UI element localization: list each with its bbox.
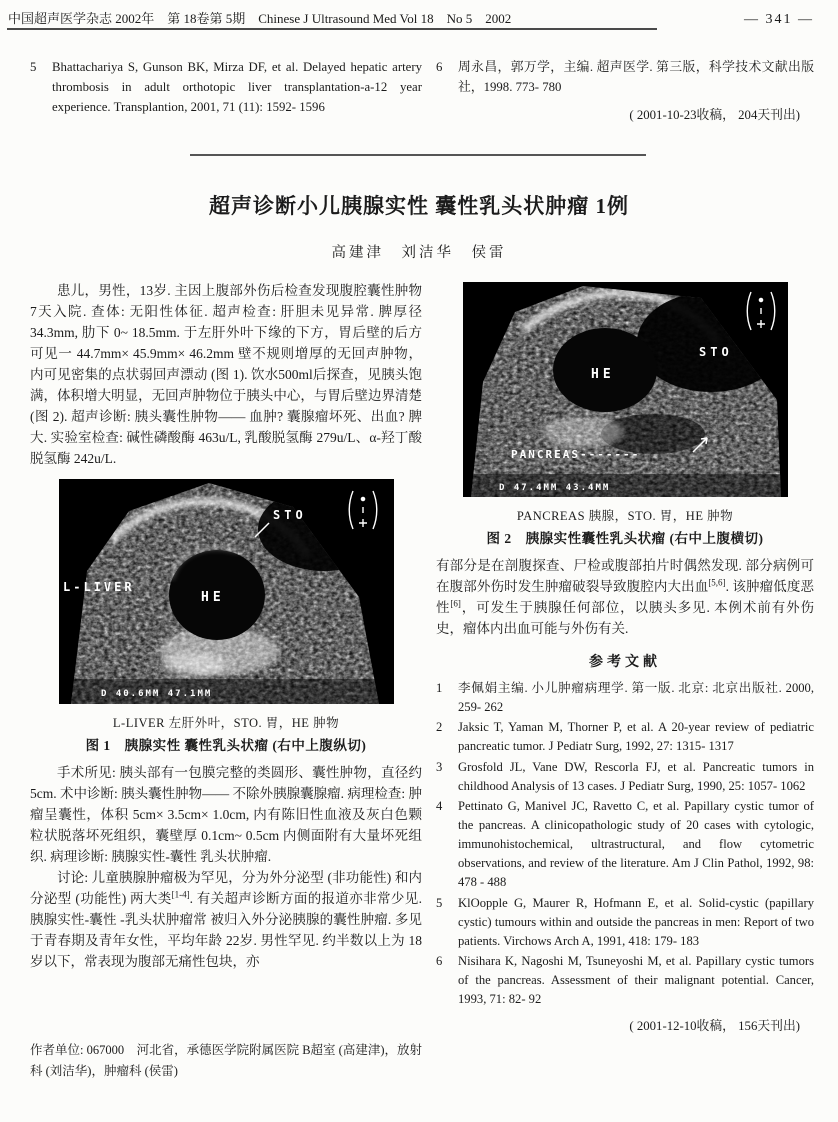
journal-header	[8, 8, 814, 28]
sto-label: STO	[272, 508, 307, 522]
reference-item	[436, 679, 814, 717]
reference-text: Nisihara K, Nagoshi M, Tsuneyoshi M, et al. Papillary cystic tumors of the pancreas. Assessment of their malignant potential. Cancer, 1993, 71: 82- 92	[458, 953, 814, 1007]
surgery-paragraph: 手术所见: 胰头部有一包膜完整的类圆形、囊性肿物，直径约 5cm. 术中诊断: 胰头囊性肿物—— 不除外胰腺囊腺瘤. 病理检查: 肿瘤呈囊性，体积 5cm× 3.5cm× 1.0cm, 内有陈旧性血液及灰白色颗粒状脱落坏死组织，囊壁厚 0.1cm~ 0.5cm 内侧面附有大量坏死组织. 病理诊断: 胰腺实性-囊性 乳头状肿瘤.	[30, 765, 422, 864]
discussion-text-a: 讨论: 儿童胰腺肿瘤极为罕见，分为外分泌型 (非功能性) 和内分泌型 (功能性) 两大类	[30, 870, 422, 906]
reference-item	[30, 58, 422, 117]
reference-number: 3	[436, 759, 443, 774]
reference-item	[436, 894, 814, 951]
reference-text: 李佩娟主编. 小儿肿瘤病理学. 第一版. 北京: 北京出版社. 2000, 259- 262	[458, 681, 814, 715]
page-number: — 341 —	[744, 12, 814, 27]
reference-item	[436, 797, 814, 893]
reference-item	[436, 58, 814, 98]
he-label: HE	[590, 367, 615, 382]
references-heading: 参考文献	[589, 655, 661, 670]
author-affiliation: 作者单位: 067000 河北省，承德医学院附属医院 B超室 (高建津)，放射科 (刘洁华)，肿瘤科 (侯雷)	[30, 1043, 423, 1078]
pancreas-label: PANCREAS-------	[510, 448, 640, 461]
article-divider	[190, 154, 646, 156]
reference-text: 周永昌，郭万学，主编. 超声医学. 第三版，科学技术文献出版社，1998. 773- 780	[458, 60, 814, 94]
discussion-paragraph	[30, 867, 422, 972]
reference-number: 2	[436, 720, 443, 735]
received-note: ( 2001-10-23收稿， 204天刊出)	[629, 107, 800, 122]
previous-article-reference-6	[436, 58, 814, 123]
previous-article-reference-5	[30, 58, 422, 117]
continuation-text-a: 有部分是在剖腹探查、尸检或腹部拍片时偶然发现. 部分病例可在腹部外伤时发生肿瘤破裂导致腹腔内大出血	[436, 558, 814, 594]
article-title: 超声诊断小儿胰腺实性 囊性乳头状肿瘤 1例	[209, 194, 629, 218]
discussion-text-b: . 有关超声诊断方面的报道亦非常少见. 胰腺实性-囊性 -乳头状肿瘤常 被归入外分泌胰腺的囊性肿瘤. 多见于青春期及青年女性，平均年龄 22岁. 男性罕见. 约半数以上为 18岁以下，常表现为腹部无痛性包块，亦	[30, 891, 422, 969]
header-rule	[7, 28, 657, 30]
continuation-text-b: . 该肿瘤低度恶性	[436, 579, 815, 615]
ultrasound-image-2	[463, 282, 788, 497]
reference-item	[436, 718, 814, 756]
case-paragraph: 患儿，男性，13岁. 主因上腹部外伤后检查发现腹腔囊性肿物 7天入院. 查体: 无阳性体征. 超声检查: 肝胆未见异常. 脾厚径 34.3mm, 肋下 0~ 18.5mm. 于左肝外叶下缘的下方，胃后壁的后方可见一 44.7mm× 45.9mm× 46.2mm 壁不规则增厚的无回声肿物，内可见密集的点状弱回声漂动 (图 1). 饮水500ml后探查，见胰头饱满，体积增大明显，无回声肿物位于胰头中心，与胃后壁边界清楚 (图 2). 超声诊断: 胰头囊性肿物—— 血肿? 囊腺瘤坏死、出血? 脾大. 实验室检查: 碱性磷酸酶 463u/L, 乳酸脱氢酶 279u/L、α-羟丁酸脱氢酶 242u/L.	[30, 283, 422, 466]
reference-text: Jaksic T, Yaman M, Thorner P, et al. A 20-year review of pediatric pancreatic tumor. J Pediatr Surg, 1992, 27: 1315- 1317	[458, 720, 814, 754]
received-note: ( 2001-12-10收稿， 156天刊出)	[629, 1019, 800, 1034]
figure-1	[30, 479, 422, 754]
figure2-legend: PANCREAS 胰腺，STO. 胃，HE 肿物	[516, 509, 734, 523]
figure-2	[436, 282, 814, 547]
ultrasound-image-1	[59, 479, 394, 704]
journal-title-line: 中国超声医学杂志 2002年 第 18卷第 5期 Chinese J Ultrasound Med Vol 18 No 5 2002	[8, 11, 512, 26]
sto-label: STO	[698, 345, 733, 359]
reference-text: Grosfold JL, Vane DW, Rescorla FJ, et al. Pancreatic tumors in childhood Analysis of 13 cases. J Pediatr Surg, 1990, 25: 1057- 1062	[458, 759, 814, 793]
reference-number: 5	[30, 60, 37, 74]
reference-number: 6	[436, 60, 443, 74]
figure2-caption: 图 2 胰腺实性囊性乳头状瘤 (右中上腹横切)	[486, 531, 764, 546]
citation-sup: [1-4]	[171, 889, 190, 900]
figure1-caption: 图 1 胰腺实性 囊性乳头状瘤 (右中上腹纵切)	[85, 738, 367, 753]
citation-sup: [5,6]	[708, 577, 726, 588]
reference-number: 5	[436, 895, 443, 910]
reference-number: 1	[436, 681, 443, 695]
he-label: HE	[200, 590, 225, 605]
article-authors: 高建津 刘洁华 侯雷	[331, 245, 507, 261]
measurement-readout: D 47.4MM 43.4MM	[498, 483, 610, 493]
citation-sup: [6]	[450, 598, 461, 609]
l-liver-label: L-LIVER	[62, 580, 135, 594]
continuation-paragraph	[436, 555, 814, 639]
figure1-legend: L-LIVER 左肝外叶，STO. 胃，HE 肿物	[112, 716, 340, 730]
reference-text: KlOopple G, Maurer R, Hofmann E, et al. Solid-cystic (papillary cystic) tumours within and outside the pancreas in men: Report of two patients. Virchows Arch A, 1991, 418: 179- 183	[458, 895, 814, 948]
reference-item	[436, 952, 814, 1009]
continuation-text-c: ，可发生于胰腺任何部位，以胰头多见. 本例术前有外伤史，瘤体内出血可能与外伤有关.	[436, 600, 815, 636]
reference-text: Pettinato G, Manivel JC, Ravetto C, et al. Papillary cystic tumor of the pancreas. A clinicopathologic study of 20 cases with cytologic, immunohistochemical, ultrastructural, and flow cytometric observations, and review of the literature. Am J Clin Pathol, 1992, 98: 478 - 488	[458, 798, 814, 890]
reference-number: 4	[436, 798, 443, 813]
reference-number: 6	[436, 953, 443, 968]
reference-item	[436, 758, 814, 796]
right-column	[436, 280, 814, 1034]
measurement-readout: D 40.6MM 47.1MM	[100, 689, 212, 699]
reference-list	[436, 679, 814, 1009]
left-column	[30, 280, 422, 972]
reference-text: Bhattachariya S, Gunson BK, Mirza DF, et al. Delayed hepatic artery thrombosis in adult orthotopic liver transplantation-a-12 year experience. Transplantion, 2001, 71 (11): 1592- 1596	[52, 60, 422, 114]
